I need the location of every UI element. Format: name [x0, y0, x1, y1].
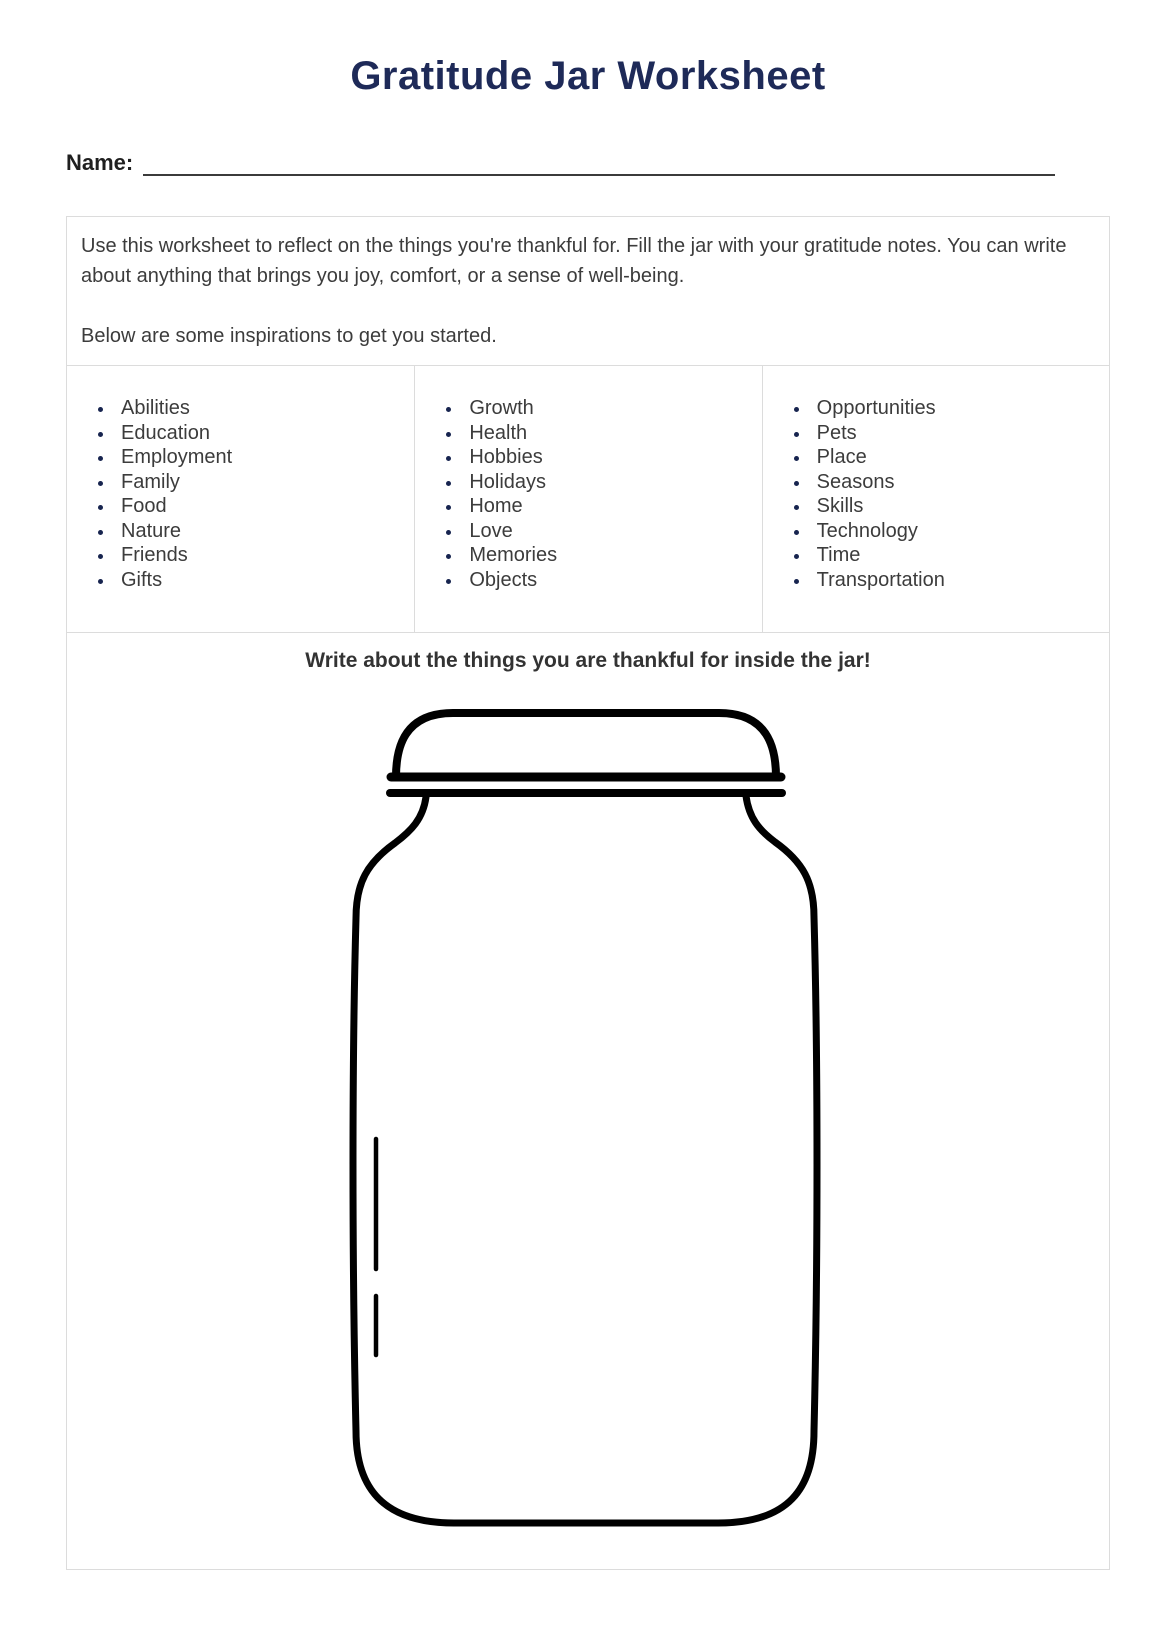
inspiration-column-2: [414, 366, 761, 632]
name-input-line[interactable]: [143, 148, 1055, 176]
page-title: Gratitude Jar Worksheet: [350, 54, 826, 98]
inspiration-item: • Technology: [811, 519, 1099, 544]
inspiration-column-1: [67, 366, 414, 632]
inspiration-list-3: [773, 396, 1099, 592]
inspiration-item: • Holidays: [463, 470, 751, 495]
inspiration-item: • Health: [463, 421, 751, 446]
instructions-paragraph-2: Below are some inspirations to get you started.: [81, 325, 497, 347]
inspiration-item: • Employment: [115, 445, 404, 470]
inspiration-item: • Memories: [463, 543, 751, 568]
inspiration-item: • Transportation: [811, 568, 1099, 593]
jar-lid-cap: [396, 713, 776, 777]
jar-section: [67, 632, 1109, 1569]
inspiration-item: • Nature: [115, 519, 404, 544]
inspiration-item: • Skills: [811, 494, 1099, 519]
inspiration-item: • Time: [811, 543, 1099, 568]
inspiration-item: • Education: [115, 421, 404, 446]
inspiration-column-3: [762, 366, 1109, 632]
inspiration-item: • Pets: [811, 421, 1099, 446]
inspiration-item: • Gifts: [115, 568, 404, 593]
name-row: [66, 148, 1110, 176]
jar-drawing[interactable]: [329, 651, 849, 1541]
inspiration-item: • Friends: [115, 543, 404, 568]
inspiration-item: • Place: [811, 445, 1099, 470]
inspiration-item: • Seasons: [811, 470, 1099, 495]
inspiration-item: • Objects: [463, 568, 751, 593]
inspiration-list-1: [77, 396, 404, 592]
inspiration-item: • Family: [115, 470, 404, 495]
inspiration-item: • Abilities: [115, 396, 404, 421]
name-label: Name:: [66, 150, 134, 175]
inspiration-item: • Opportunities: [811, 396, 1099, 421]
inspiration-item: • Home: [463, 494, 751, 519]
instructions-section: [67, 217, 1109, 365]
inspiration-item: • Growth: [463, 396, 751, 421]
jar-heading: Write about the things you are thankful for inside the jar!: [305, 649, 871, 672]
jar-body-outline: [353, 796, 817, 1523]
inspiration-item: • Love: [463, 519, 751, 544]
instructions-paragraph-1: Use this worksheet to reflect on the things you're thankful for. Fill the jar with your gratitude notes. You can write about anything that brings you joy, comfort, or a sense of well-being.: [81, 235, 1067, 287]
worksheet-box: [66, 216, 1110, 1570]
inspiration-item: • Food: [115, 494, 404, 519]
inspiration-list-2: [425, 396, 751, 592]
inspiration-columns: [67, 365, 1109, 632]
inspiration-item: • Hobbies: [463, 445, 751, 470]
